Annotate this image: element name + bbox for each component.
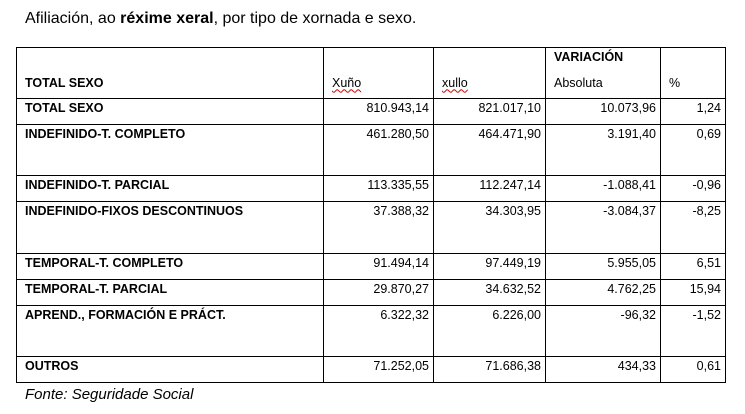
row-percent-value: 0,69 bbox=[661, 125, 726, 176]
row-label: TOTAL SEXO bbox=[17, 99, 324, 125]
row-june-value: 91.494,14 bbox=[324, 254, 434, 280]
row-percent-value: -0,96 bbox=[661, 176, 726, 202]
table-row bbox=[17, 306, 726, 357]
row-label: TEMPORAL-T. COMPLETO bbox=[17, 254, 324, 280]
row-label: INDEFINIDO-FIXOS DESCONTINUOS bbox=[17, 202, 324, 254]
table-title bbox=[25, 10, 416, 28]
row-june-value: 461.280,50 bbox=[324, 125, 434, 176]
table-row bbox=[17, 99, 726, 125]
row-july-value: 34.303,95 bbox=[434, 202, 546, 254]
row-percent-value: -1,52 bbox=[661, 306, 726, 357]
row-percent-value: 15,94 bbox=[661, 280, 726, 306]
row-july-value: 71.686,38 bbox=[434, 357, 546, 383]
row-july-value: 97.449,19 bbox=[434, 254, 546, 280]
row-july-value: 464.471,90 bbox=[434, 125, 546, 176]
row-absolute-value: -1.088,41 bbox=[546, 176, 661, 202]
table-row bbox=[17, 254, 726, 280]
header-empty-cell bbox=[434, 48, 546, 74]
table-row bbox=[17, 357, 726, 383]
header-col-percent: % bbox=[661, 74, 726, 99]
table-row bbox=[17, 280, 726, 306]
variation-header: VARIACIÓN bbox=[546, 48, 661, 74]
table-row bbox=[17, 202, 726, 254]
row-absolute-value: 4.762,25 bbox=[546, 280, 661, 306]
source-note: Fonte: Seguridade Social bbox=[25, 386, 194, 403]
row-label: INDEFINIDO-T. COMPLETO bbox=[17, 125, 324, 176]
row-label: TEMPORAL-T. PARCIAL bbox=[17, 280, 324, 306]
header-empty-cell bbox=[17, 48, 324, 74]
header-col-june bbox=[324, 74, 434, 99]
row-july-value: 6.226,00 bbox=[434, 306, 546, 357]
row-absolute-value: 5.955,05 bbox=[546, 254, 661, 280]
row-june-value: 37.388,32 bbox=[324, 202, 434, 254]
row-label: OUTROS bbox=[17, 357, 324, 383]
title-prefix: Afiliación, ao bbox=[25, 10, 121, 27]
row-july-value: 112.247,14 bbox=[434, 176, 546, 202]
row-absolute-value: 434,33 bbox=[546, 357, 661, 383]
row-july-value: 34.632,52 bbox=[434, 280, 546, 306]
affiliation-table bbox=[16, 47, 726, 383]
row-absolute-value: 10.073,96 bbox=[546, 99, 661, 125]
row-june-value: 113.335,55 bbox=[324, 176, 434, 202]
header-col-absolute: Absoluta bbox=[546, 74, 661, 99]
row-june-value: 29.870,27 bbox=[324, 280, 434, 306]
row-percent-value: 1,24 bbox=[661, 99, 726, 125]
row-absolute-value: -3.084,37 bbox=[546, 202, 661, 254]
header-row-top bbox=[17, 48, 726, 74]
row-absolute-value: 3.191,40 bbox=[546, 125, 661, 176]
row-percent-value: 6,51 bbox=[661, 254, 726, 280]
row-june-value: 6.322,32 bbox=[324, 306, 434, 357]
row-percent-value: 0,61 bbox=[661, 357, 726, 383]
row-june-value: 71.252,05 bbox=[324, 357, 434, 383]
header-col-june-text: Xuño bbox=[332, 75, 362, 90]
header-label: TOTAL SEXO bbox=[17, 74, 324, 99]
title-bold: réxime xeral bbox=[120, 10, 214, 27]
table-row bbox=[17, 176, 726, 202]
header-row bbox=[17, 74, 726, 99]
table-row bbox=[17, 125, 726, 176]
row-label: APREND., FORMACIÓN E PRÁCT. bbox=[17, 306, 324, 357]
header-empty-cell bbox=[661, 48, 726, 74]
header-col-july bbox=[434, 74, 546, 99]
row-june-value: 810.943,14 bbox=[324, 99, 434, 125]
header-empty-cell bbox=[324, 48, 434, 74]
row-july-value: 821.017,10 bbox=[434, 99, 546, 125]
row-absolute-value: -96,32 bbox=[546, 306, 661, 357]
row-label: INDEFINIDO-T. PARCIAL bbox=[17, 176, 324, 202]
header-col-july-text: xullo bbox=[442, 75, 468, 90]
row-percent-value: -8,25 bbox=[661, 202, 726, 254]
title-suffix: , por tipo de xornada e sexo. bbox=[213, 10, 417, 27]
